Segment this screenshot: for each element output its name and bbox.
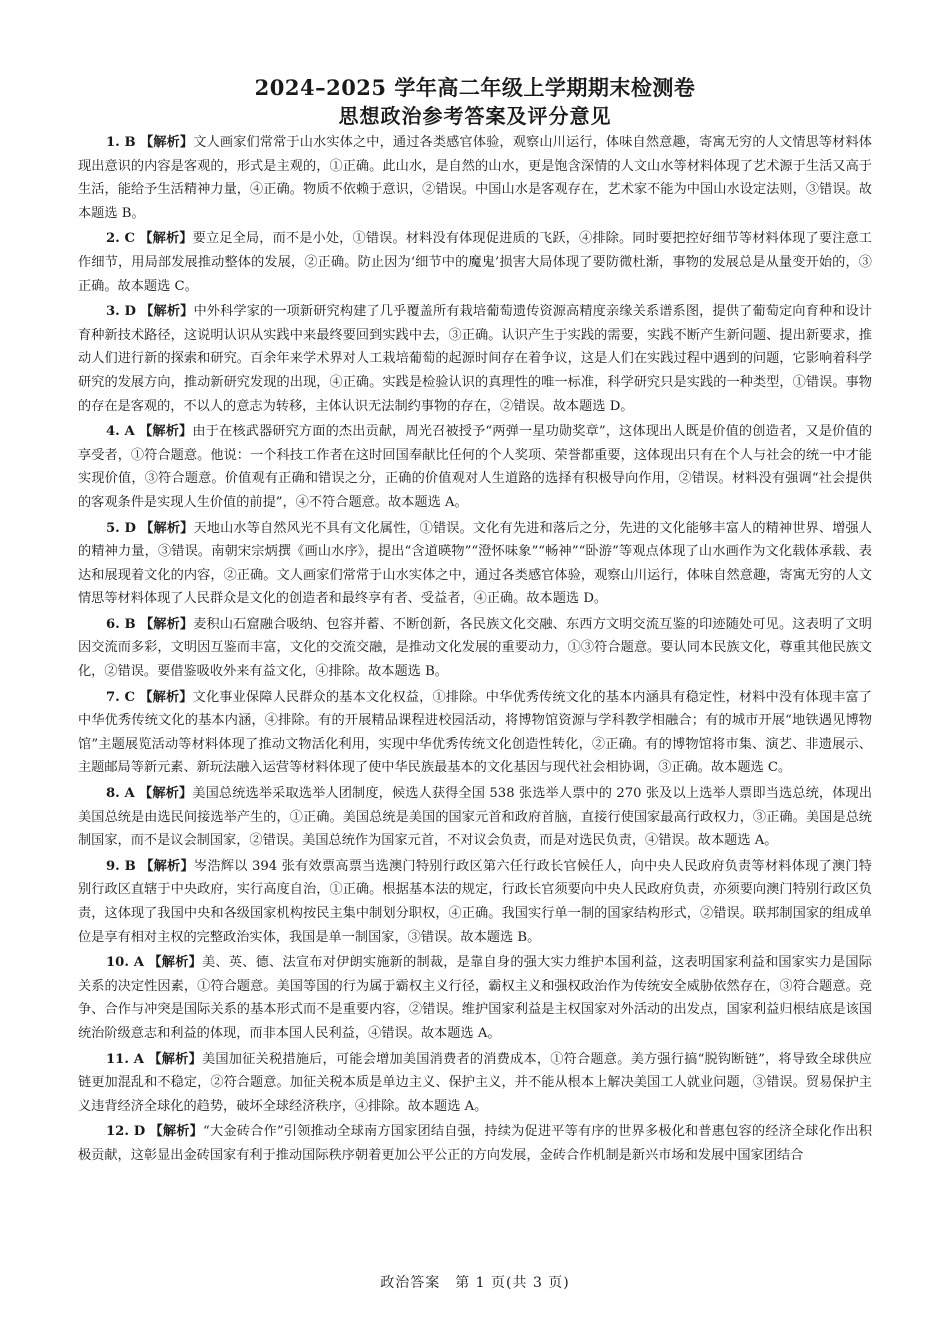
analysis-text: 麦积山石窟融合吸纳、包容并蓄、不断创新，各民族文化交融、东西方文明交流互鉴的印迹随处可见。这表明了文明因交流而多彩，文明因互鉴而丰富，文化的交流交融，是推动文化发展的重要动力，①③符合题意。要认同本民族文化，尊重其他民族文化，②错误。要借鉴吸收外来有益文化，④排除。故本题选 B。 xyxy=(78,616,872,680)
analysis-tag: 【解析】 xyxy=(140,858,194,874)
answer-item xyxy=(78,517,872,611)
analysis-text: 要立足全局，而不是小处，①错误。材料没有体现促进质的飞跃，④排除。同时要把控好细节等材料体现了要注意工作细节，用局部发展推动整体的发展，②正确。防止因为‘细节中的魔鬼’损害大局体现了要防微杜渐，事物的发展总是从量变开始的，③正确。故本题选 C。 xyxy=(78,231,872,294)
analysis-tag: 【解析】 xyxy=(139,135,194,150)
analysis-text: 由于在核武器研究方面的杰出贡献，周光召被授予“两弹一星功勋奖章”，这体现出人既是价值的创造者，又是价值的享受者，①符合题意。他说：一个科技工作者在这时回国奉献比任何的个人奖项、荣誉都重要，这体现出只有在个人与社会的统一中才能实现价值，③符合题意。价值观有正确和错误之分，正确的价值观对人生道路的选择有积极导向作用，②错误。材料没有强调“社会提供的客观条件是实现人生价值的前提”，④不符合题意。故本题选 A。 xyxy=(78,424,873,510)
question-number: 5. D xyxy=(106,520,136,536)
question-number: 1. B xyxy=(106,135,136,150)
answer-item xyxy=(78,1048,872,1119)
analysis-tag: 【解析】 xyxy=(139,616,194,632)
analysis-text: 文化事业保障人民群众的基本文化权益，①排除。中华优秀传统文化的基本内涵具有稳定性，材料中没有体现丰富了中华优秀传统文化的基本内涵，④排除。有的开展精品课程进校园活动，将博物馆资源与学科教学相融合；有的城市开展“地铁遇见博物馆”主题展览活动等材料体现了推动文物活化利用，实现中华优秀传统文化创造性转化，②正确。有的博物馆将市集、演艺、非遗展示、主题邮局等新元素、新玩法融入运营等材料体现了使中华民族最基本的文化基因与现代社会相协调，③正确。故本题选 C。 xyxy=(78,689,872,776)
question-number: 9. B xyxy=(106,858,136,874)
question-number: 2. C xyxy=(106,231,135,247)
analysis-text: 中外科学家的一项新研究构建了几乎覆盖所有栽培葡萄遗传资源高精度亲缘关系谱系图，提供了葡萄定向育种和设计育种新技术路径，这说明认识从实践中来最终要回到实践中去，③正确。认识产生于实践的需要，实践不断产生新问题、提出新要求，推动人们进行新的探索和研究。百余年来学术界对人工栽培葡萄的起源时间存在着争议，这是人们在实践过程中遇到的问题，它影响着科学研究的发展方向，推动新研究发现的出现，④正确。实践是检验认识的真理性的唯一标准，科学研究只是实践的一种类型，①错误。事物的存在是客观的，不以人的意志为转移，主体认识无法制约事物的存在，②错误。故本题选 D。 xyxy=(78,304,872,414)
answer-item xyxy=(78,1120,872,1167)
analysis-text: 美、英、德、法宣布对伊朗实施新的制裁，是靠自身的强大实力维护本国利益，这表明国家利益和国家实力是国际关系的决定性因素，①符合题意。美国等国的行为属于霸权主义行径，霸权主义和强权政治作为传统安全威胁依然存在，③符合题意。竞争、合作与冲突是国际关系的基本形式而不是重要内容，②错误。维护国家利益是主权国家对外活动的出发点，国家利益归根结底是该国统治阶级意志和利益的体现，而非本国人民利益，④错误。故本题选 A。 xyxy=(78,955,872,1041)
analysis-text: 文人画家们常常于山水实体之中，通过各类感官体验，观察山川运行，体味自然意趣，寄寓无穷的人文情思等材料体现出意识的内容是客观的，形式是主观的，①正确。此山水，是自然的山水，更是饱含深情的人文山水等材料体现了艺术源于生活又高于生活，能给予生活精神力量，④正确。物质不依赖于意识，②错误。中国山水是客观存在，艺术家不能为中国山水设定法则，③错误。故本题选 B。 xyxy=(78,135,872,221)
answer-item xyxy=(78,855,872,949)
analysis-text: 天地山水等自然风光不具有文化属性，①错误。文化有先进和落后之分，先进的文化能够丰富人的精神世界、增强人的精神力量，③错误。南朝宋宗炳撰《画山水序》，提出“含道暎物”“澄怀味象”“畅神”“卧游”等观点体现了山水画作为文化载体承载、表达和展现着文化的内容，②正确。文人画家们常常于山水实体之中，通过各类感官体验，观察山川运行，体味自然意趣，寄寓无穷的人文情思等材料体现了人民群众是文化的创造者和最终享有者、受益者，④正确。故本题选 D。 xyxy=(78,520,872,607)
answer-item xyxy=(78,420,872,514)
question-number: 7. C xyxy=(106,689,135,705)
question-number: 8. A xyxy=(106,786,135,802)
question-number: 12. D xyxy=(106,1124,146,1140)
answer-item xyxy=(78,686,872,780)
analysis-tag: 【解析】 xyxy=(148,1051,202,1067)
analysis-text: 岑浩辉以 394 张有效票高票当选澳门特别行政区第六任行政长官候任人，向中央人民政府负责等材料体现了澳门特别行政区直辖于中央政府，实行高度自治，①正确。根据基本法的规定，行政长官须要向中央人民政府负责，亦须要向澳门特别行政区负责，这体现了我国中央和各级国家机构按民主集中制划分职权，④正确。我国实行单一制的国家结构形式，②错误。联邦制国家的组成单位是享有相对主权的完整政治实体，我国是单一制国家，③错误。故本题选 B。 xyxy=(78,858,872,945)
answer-list xyxy=(78,131,872,1170)
answer-item xyxy=(78,782,872,853)
analysis-text: “大金砖合作”引领推动全球南方国家团结自强，持续为促进平等有序的世界多极化和普惠包容的经济全球化作出积极贡献，这彰显出金砖国家有利于推动国际秩序朝着更加公平公正的方向发展，金砖合作机制是新兴市场和发展中国家团结合 xyxy=(78,1124,872,1163)
answer-item xyxy=(78,300,872,418)
analysis-tag: 【解析】 xyxy=(139,424,193,440)
question-number: 4. A xyxy=(106,424,135,440)
answer-item xyxy=(78,613,872,684)
analysis-text: 美国加征关税措施后，可能会增加美国消费者的消费成本，①符合题意。美方强行搞“脱钩断链”，将导致全球供应链更加混乱和不稳定，②符合题意。加征关税本质是单边主义、保护主义，并不能从根本上解决美国工人就业问题，③错误。贸易保护主义违背经济全球化的趋势，破坏全球经济秩序，④排除。故本题选 A。 xyxy=(78,1051,872,1114)
answer-item xyxy=(78,951,872,1045)
answer-item xyxy=(78,227,872,298)
analysis-tag: 【解析】 xyxy=(148,955,203,971)
question-number: 11. A xyxy=(106,1051,144,1067)
analysis-text: 美国总统选举采取选举人团制度，候选人获得全国 538 张选举人票中的 270 张及以上选举人票即当选总统，体现出美国总统是由选民间接选举产生的，①正确。美国总统是美国的国家元首和政府首脑，直接行使国家最高行政权力，③正确。美国是总统制国家，而不是议会制国家，②错误。美国总统作为国家元首，不对议会负责，而是对选民负责，④错误。故本题选 A。 xyxy=(78,786,873,849)
analysis-tag: 【解析】 xyxy=(139,689,193,705)
question-number: 6. B xyxy=(106,616,136,632)
analysis-tag: 【解析】 xyxy=(149,1124,204,1140)
analysis-tag: 【解析】 xyxy=(139,231,193,247)
question-number: 3. D xyxy=(106,304,136,320)
page-subtitle: 思想政治参考答案及评分意见 xyxy=(338,104,612,128)
analysis-tag: 【解析】 xyxy=(140,520,194,536)
page-footer: 政治答案 第 1 页(共 3 页) xyxy=(380,1275,570,1291)
analysis-tag: 【解析】 xyxy=(140,304,194,320)
analysis-tag: 【解析】 xyxy=(139,786,193,802)
answer-item xyxy=(78,131,872,225)
question-number: 10. A xyxy=(106,955,144,971)
page-title: 2024–2025 学年高二年级上学期期末检测卷 xyxy=(254,75,696,100)
